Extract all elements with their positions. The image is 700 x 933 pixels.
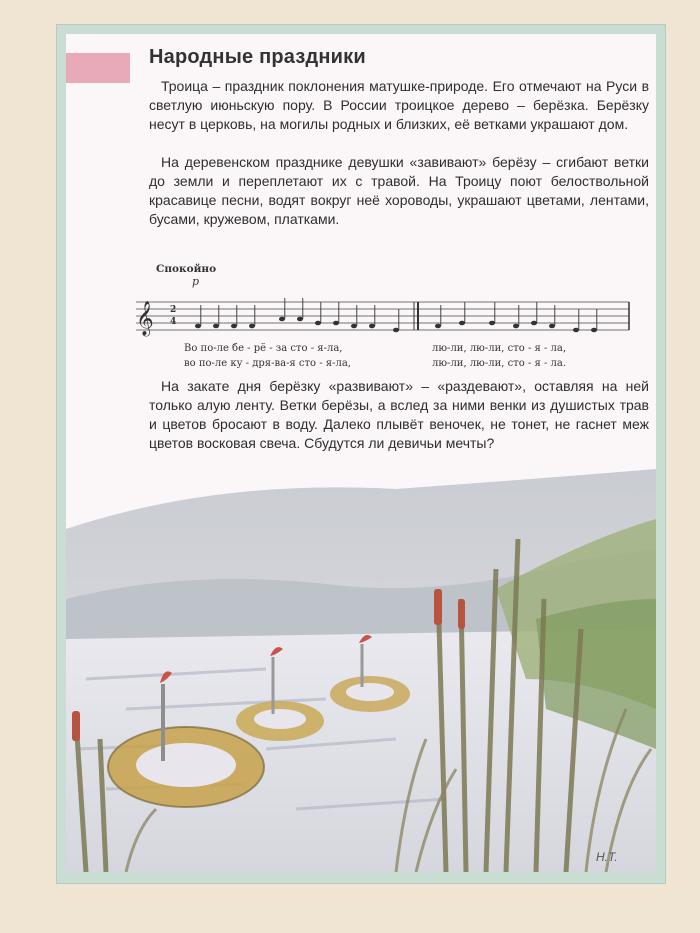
treble-clef-icon: 𝄞 [136,301,154,336]
time-signature: 2 [170,305,177,315]
lyrics-line-1a: Во по-ле бе - рё - за сто - я-ла, [184,343,343,354]
lyrics-line-2a: во по-ле ку - дря-ва-я сто - я-ла, [184,358,351,369]
time-signature-lower: 4 [170,317,177,327]
textbook-page [57,25,665,883]
paragraph-village-feast: На деревенском празднике девушки «завивают» берёзу – сгибают ветки до земли и переплетают их с травой. На Троицу поют белоствольной красавице песни, водят вокруг неё хороводы, украшают цветами, лентами, бусами, кружевом, платками. [149,154,649,227]
lyrics-line-2b: лю-ли, лю-ли, сто - я - ла. [432,358,567,369]
paragraph-sunset: На закате дня берёзку «развивают» – «раздевают», оставляя на ней только алую ленту. Ветки берёзы, а вслед за ними венки из душистых трав и цветов бросают в воду. Далеко плывёт веночек, не тонет, не гаснет меж цветов восковая свеча. Сбудутся ли девичьи мечты? [149,378,649,451]
tempo-marking: Спокойно [156,263,217,275]
artist-signature: Н.Т. [596,850,618,864]
title-accent-bar [66,53,130,83]
lyrics-line-1b: лю-ли, лю-ли, сто - я - ла, [432,343,567,354]
note-stems [201,298,597,330]
music-score [132,260,652,370]
dynamic-marking: p [192,275,200,288]
page-paper [66,34,656,872]
paragraph-trinity-intro: Троица – праздник поклонения матушке-природе. Его отмечают на Руси в светлую июньскую пору. В России троицкое дерево – берёзка. Берёзку несут в церковь, на могилы родных и близких, её ветками украшают дом. [149,78,649,132]
wreaths-on-water-illustration [66,449,656,872]
section-title: Народные праздники [149,46,366,68]
